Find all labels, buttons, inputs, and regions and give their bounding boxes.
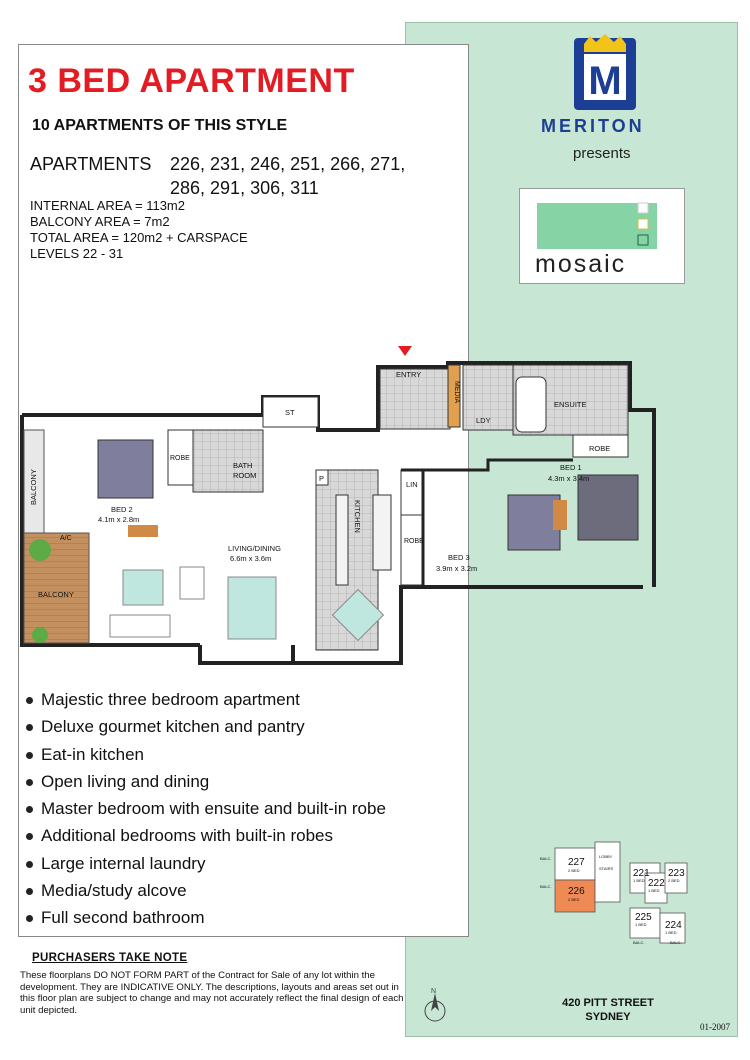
feature-item: Master bedroom with ensuite and built-in robe <box>22 799 386 826</box>
total-area: TOTAL AREA = 120m2 + CARSPACE <box>30 230 248 245</box>
address <box>548 996 668 1024</box>
kitchen-island <box>336 495 348 585</box>
bed2-desk <box>128 525 158 537</box>
label-balc-3: BALC. <box>633 940 645 945</box>
page-title: 3 BED APARTMENT <box>28 62 355 100</box>
type-221: 1 BED <box>633 878 645 883</box>
apartments-label: APARTMENTS <box>30 154 152 174</box>
label-222: 222 <box>648 878 665 889</box>
mosaic-square-3 <box>638 235 648 245</box>
address-line-2: SYDNEY <box>585 1011 631 1023</box>
label-living: LIVING/DINING <box>228 544 281 553</box>
type-223: 2 BED <box>668 878 680 883</box>
type-227: 2 BED <box>568 868 580 873</box>
feature-item: Open living and dining <box>22 772 386 799</box>
label-bathroom-2: ROOM <box>233 471 257 480</box>
levels: LEVELS 22 - 31 <box>30 246 124 261</box>
apartments-line-1: 226, 231, 246, 251, 266, 271, <box>170 154 406 174</box>
bullet-icon <box>26 752 33 759</box>
type-225: 1 BED <box>635 922 647 927</box>
mosaic-square-2 <box>638 219 648 229</box>
floor-plan <box>18 345 611 665</box>
feature-item: Deluxe gourmet kitchen and pantry <box>22 717 386 744</box>
armchair <box>180 567 204 599</box>
svg-text:N: N <box>431 988 437 995</box>
crown-icon <box>584 34 626 52</box>
type-222: 1 BED <box>648 888 660 893</box>
kitchen-bench <box>373 495 391 570</box>
label-balcony: BALCONY <box>38 590 74 599</box>
label-bed3: BED 3 <box>448 553 470 562</box>
label-221: 221 <box>633 868 650 879</box>
label-bed1-size: 4.3m x 3.4m <box>548 474 590 483</box>
type-226: 2 BED <box>568 897 580 902</box>
feature-item: Media/study alcove <box>22 881 386 908</box>
label-stairs: STAIRS <box>599 866 614 871</box>
linen-cupboard <box>401 470 423 515</box>
sofa <box>110 615 170 637</box>
label-bed3-size: 3.9m x 3.2m <box>436 564 478 573</box>
bed1-bed <box>578 475 638 540</box>
apartment-numbers <box>30 152 405 200</box>
bullet-icon <box>26 724 33 731</box>
label-balc-4: BALC. <box>670 940 682 945</box>
area-info <box>30 198 248 262</box>
feature-item: Large internal laundry <box>22 854 386 881</box>
label-227: 227 <box>568 857 585 868</box>
brand-name: MERITON <box>541 116 645 136</box>
label-living-size: 6.6m x 3.6m <box>230 554 272 563</box>
label-bed2: BED 2 <box>111 505 133 514</box>
mosaic-square-1 <box>638 203 648 213</box>
label-media: MEDIA <box>453 381 460 404</box>
plant-2 <box>32 627 48 643</box>
bed3-bed <box>508 495 560 550</box>
logo-letter: M <box>588 59 622 103</box>
label-ac: A/C <box>60 535 72 542</box>
project-name: mosaic <box>535 250 627 278</box>
label-robe-bed3: ROBE <box>404 538 424 545</box>
meriton-logo <box>570 32 640 112</box>
bullet-icon <box>26 806 33 813</box>
core <box>595 842 620 902</box>
label-balc-1: BALC. <box>540 856 552 861</box>
label-bed2-size: 4.1m x 2.8m <box>98 515 140 524</box>
label-robe-bed1: ROBE <box>589 444 611 453</box>
document-code: 01-2007 <box>700 1022 730 1032</box>
bed2-bed <box>98 440 153 498</box>
label-kitchen: KITCHEN <box>353 500 362 533</box>
feature-list <box>22 690 386 936</box>
bullet-icon <box>26 888 33 895</box>
feature-item: Full second bathroom <box>22 908 386 935</box>
label-226: 226 <box>568 886 585 897</box>
apartments-line-2: 286, 291, 306, 311 <box>170 178 319 198</box>
label-entry: ENTRY <box>396 370 422 379</box>
label-ensuite: ENSUITE <box>554 400 587 409</box>
bathtub <box>516 377 546 432</box>
label-223: 223 <box>668 868 685 879</box>
label-bed1: BED 1 <box>560 463 582 472</box>
bullet-icon <box>26 861 33 868</box>
label-balc-2: BALC. <box>540 884 552 889</box>
plant-1 <box>29 539 51 561</box>
bathroom-floor <box>193 430 263 492</box>
address-line-1: 420 PITT STREET <box>562 997 654 1009</box>
label-laundry: LDY <box>476 416 491 425</box>
feature-item: Majestic three bedroom apartment <box>22 690 386 717</box>
label-robe-bed2: ROBE <box>170 455 190 462</box>
label-balcony-upper: BALCONY <box>29 469 38 505</box>
feature-item: Eat-in kitchen <box>22 745 386 772</box>
bullet-icon <box>26 915 33 922</box>
label-pantry: P <box>319 474 325 483</box>
notice-title: PURCHASERS TAKE NOTE <box>32 952 188 964</box>
internal-area: INTERNAL AREA = 113m2 <box>30 198 185 213</box>
label-storage: ST <box>285 408 295 417</box>
feature-item: Additional bedrooms with built-in robes <box>22 826 386 853</box>
label-bathroom-1: BATH <box>233 461 253 470</box>
label-linen: LIN <box>406 480 418 489</box>
type-224: 1 BED <box>665 930 677 935</box>
label-225: 225 <box>635 912 652 923</box>
label-lobby: LOBBY <box>599 854 613 859</box>
north-arrow-icon <box>420 985 450 1030</box>
robe-bed3 <box>401 515 423 585</box>
presents-text: presents <box>573 145 631 162</box>
label-224: 224 <box>665 920 682 931</box>
bullet-icon <box>26 779 33 786</box>
balcony-area: BALCONY AREA = 7m2 <box>30 214 170 229</box>
dining-table <box>228 577 276 639</box>
notice-text: These floorplans DO NOT FORM PART of the Contract for Sale of any lot within the development. They are INDICATIVE ONLY. The descriptions, layouts and areas set out in this floor plan are subject to change and may not accurately reflect the final design of each unit depicted. <box>20 970 404 1016</box>
bullet-icon <box>26 833 33 840</box>
coffee-table <box>123 570 163 605</box>
apartments-count: 10 APARTMENTS OF THIS STYLE <box>32 117 288 134</box>
key-plan <box>535 838 695 948</box>
bed1-desk <box>553 500 567 530</box>
bullet-icon <box>26 697 33 704</box>
